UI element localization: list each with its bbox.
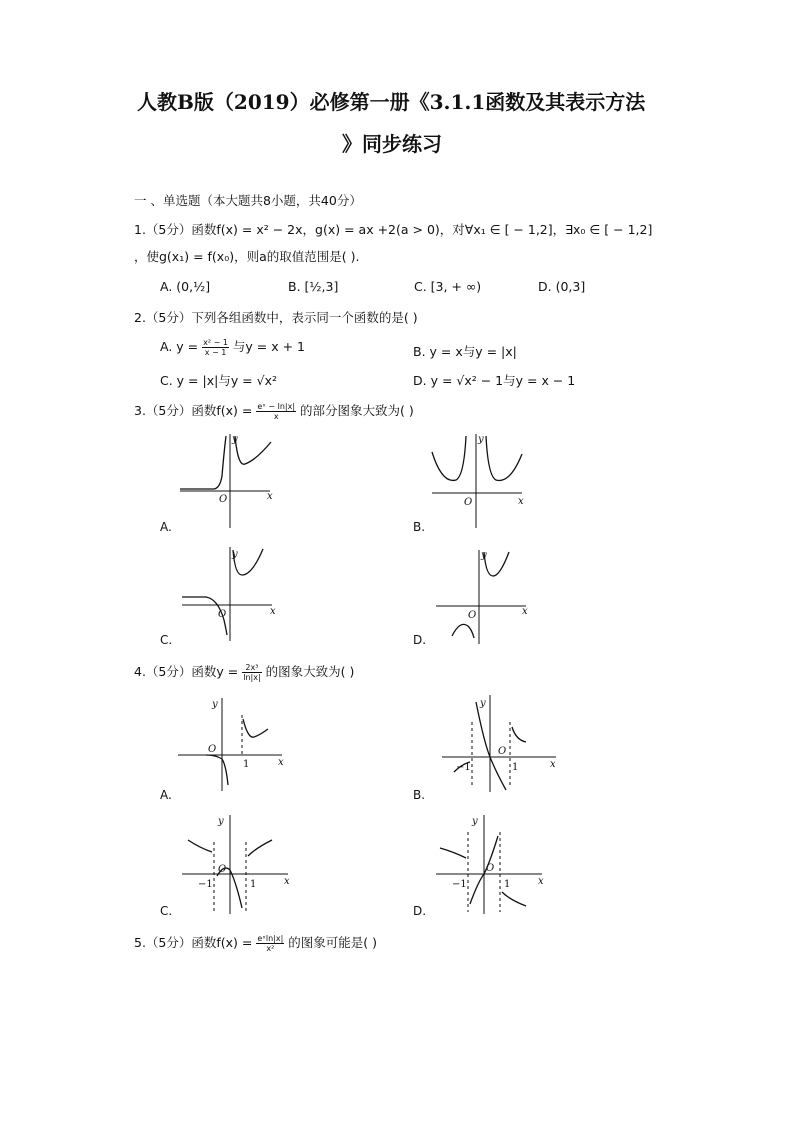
- x-axis-label: x: [538, 876, 544, 887]
- q3-label-a: A.: [160, 520, 172, 534]
- q1-line1: 1.（5分）函数f(x) = x² − 2x，g(x) = ax +2(a > 0)，对∀x₁ ∈ [ − 1,2]，∃x₀ ∈ [ − 1,2]: [134, 222, 653, 237]
- origin-label: O: [486, 863, 495, 874]
- y-axis-label: y: [212, 699, 218, 710]
- y-axis-label: y: [218, 816, 224, 827]
- q4-label-b: B.: [413, 788, 426, 802]
- q5-stem: [134, 933, 377, 953]
- q4-graph-a: [176, 695, 286, 795]
- q3-label-d: D.: [413, 633, 427, 647]
- fraction-numerator: 2x³: [242, 663, 261, 673]
- q3-stem-prefix: 3.（5分）函数f(x) =: [134, 403, 253, 418]
- x-axis-label: x: [284, 876, 290, 887]
- q3-graph-b: [430, 432, 530, 532]
- fraction-denominator: x²: [266, 944, 275, 953]
- y-axis-label: y: [481, 550, 487, 561]
- x-axis-label: x: [270, 606, 276, 617]
- x-axis-label: x: [522, 606, 528, 617]
- fraction-numerator: eˣln|x|: [257, 934, 284, 943]
- q4-label-a: A.: [160, 788, 172, 802]
- q2-option-a-suffix: 与y = x + 1: [232, 339, 306, 354]
- q3-graph-a: [178, 432, 278, 532]
- page-title-line2: 》同步练习: [342, 132, 442, 156]
- origin-label: O: [464, 497, 473, 508]
- q2-stem: 2.（5分）下列各组函数中，表示同一个函数的是( ): [134, 310, 418, 325]
- q4-fraction: [242, 663, 261, 682]
- q1-option-b: B. [½,3]: [288, 279, 339, 294]
- x-axis-label: x: [278, 757, 284, 768]
- x-axis-label: x: [518, 496, 524, 507]
- tick-label-neg1: −1: [452, 879, 467, 890]
- fraction-denominator: x − 1: [204, 348, 227, 357]
- fraction-denominator: ln|x|: [243, 673, 261, 682]
- y-axis-label: y: [480, 698, 486, 709]
- q3-label-c: C.: [160, 633, 173, 647]
- origin-label: O: [218, 864, 227, 875]
- q1-option-c: C. [3, + ∞): [414, 279, 482, 294]
- q1-option-a: A. (0,½]: [160, 279, 211, 294]
- q3-stem-suffix: 的部分图象大致为( ): [300, 403, 414, 418]
- q5-stem-suffix: 的图象可能是( ): [288, 935, 377, 950]
- q4-graph-c: [180, 812, 292, 917]
- q2-option-c: C. y = |x|与y = √x²: [160, 373, 278, 388]
- q2-option-a-fraction: [202, 338, 229, 357]
- q3-stem: [134, 401, 414, 421]
- q4-label-d: D.: [413, 904, 427, 918]
- origin-label: O: [208, 744, 217, 755]
- q4-graph-d: [434, 812, 546, 917]
- q2-option-b: B. y = x与y = |x|: [413, 344, 517, 359]
- fraction-denominator: x: [273, 412, 279, 421]
- q1-line2: ，使g(x₁) = f(x₀)，则a的取值范围是( ).: [134, 249, 360, 264]
- tick-label-1: 1: [250, 879, 257, 890]
- origin-label: O: [218, 609, 227, 620]
- tick-label-neg1: −1: [456, 762, 471, 773]
- q1-option-d: D. (0,3]: [538, 279, 586, 294]
- q4-stem-prefix: 4.（5分）函数y =: [134, 664, 239, 679]
- y-axis-label: y: [232, 549, 238, 560]
- tick-label-1: 1: [512, 762, 519, 773]
- q2-option-a: [160, 337, 305, 357]
- q5-fraction: [256, 934, 284, 953]
- origin-label: O: [498, 746, 507, 757]
- q3-graph-d: [434, 548, 534, 648]
- tick-label-1: 1: [504, 879, 511, 890]
- q3-graph-c: [180, 545, 280, 645]
- y-axis-label: y: [472, 816, 478, 827]
- x-axis-label: x: [267, 491, 273, 502]
- q3-fraction: [256, 402, 296, 421]
- page-title: 人教B版（2019）必修第一册《3.1.1函数及其表示方法: [137, 90, 646, 114]
- q3-label-b: B.: [413, 520, 426, 534]
- fraction-numerator: x² − 1: [203, 338, 228, 347]
- fraction-numerator: eˣ − ln|x|: [257, 402, 296, 411]
- q5-stem-prefix: 5.（5分）函数f(x) =: [134, 935, 253, 950]
- q4-stem: [134, 662, 354, 682]
- q2-option-a-prefix: A. y =: [160, 339, 199, 354]
- q4-stem-suffix: 的图象大致为( ): [265, 664, 355, 679]
- x-axis-label: x: [550, 759, 556, 770]
- y-axis-label: y: [478, 434, 484, 445]
- q4-graph-b: [440, 692, 560, 797]
- q2-option-d: D. y = √x² − 1与y = x − 1: [413, 373, 576, 388]
- y-axis-label: y: [232, 434, 238, 445]
- tick-label-neg1: −1: [198, 879, 213, 890]
- origin-label: O: [219, 494, 228, 505]
- tick-label-1: 1: [243, 759, 250, 770]
- section-header: 一 、单选题（本大题共8小题，共40分）: [134, 193, 362, 208]
- q4-label-c: C.: [160, 904, 173, 918]
- origin-label: O: [468, 610, 477, 621]
